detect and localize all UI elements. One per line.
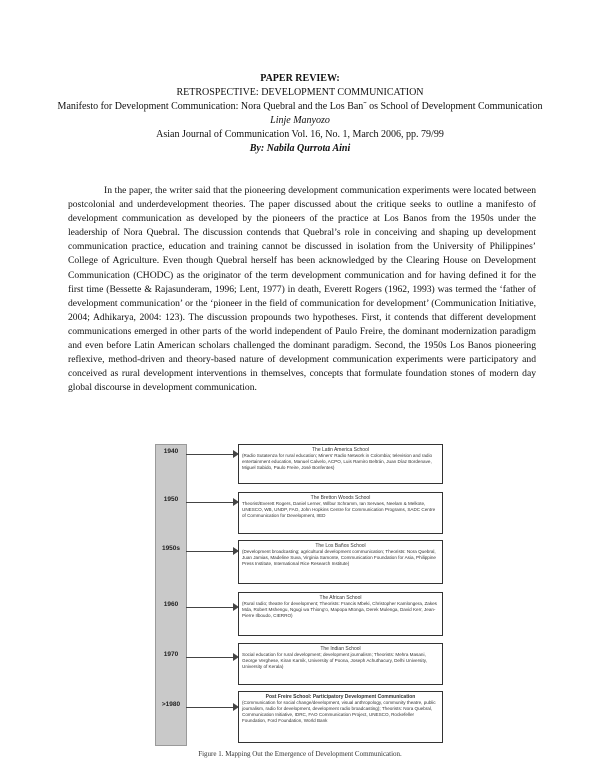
school-box-los-banos: [238, 540, 443, 584]
figure-timeline: [150, 440, 450, 760]
school-title: Post Freire School: Participatory Development Communication: [265, 694, 416, 700]
school-box-latin-america: [238, 444, 443, 484]
timeline-arrow: [186, 502, 234, 503]
school-description: (Communication for social change/development, visual anthropology, community theatre, public journalism, radio for development, development radio broadcasting); Theorists: Nora Quebral, Communication Initiative, IDRC, FAO Communication Project, UNESCO, Rockefeller Foundation, Ford Foundation, World Bank: [242, 700, 436, 723]
review-subtitle: RETROSPECTIVE: DEVELOPMENT COMMUNICATION: [176, 87, 424, 98]
school-description: (Development broadcasting; agricultural development communication; Theorists: Nora Quebral, Juan Jamias, Madeline Suva, Virginia Samonte, Communication Foundation for Asia, Philippine Press Institute, International Rice Research Institute): [242, 549, 436, 566]
timeline-year: 1970: [163, 651, 179, 658]
timeline-year: 1950: [163, 496, 179, 503]
school-description: (Rural radio; theatre for development; Theorists: Francis Mbeki, Christopher Kamlongera, Zakes Mda, Robert Mshengu, Ngugi wa Thiong’o, Mapopa Mtonga, Derek Mulenga, David Kerr, Jean-Pierre Ilboudo, CIERRO): [242, 601, 437, 618]
journal-citation: Asian Journal of Communication Vol. 16, No. 1, March 2006, pp. 79/99: [156, 129, 444, 140]
timeline-arrow: [186, 707, 234, 708]
timeline-arrow: [186, 551, 234, 552]
paper-author: Linje Manyozo: [270, 115, 330, 126]
timeline-year: 1960: [163, 601, 179, 608]
school-box-african: [238, 592, 443, 636]
school-description: Social education for rural development; development journalism; Theorists: Mehra Masani, George Verghese, Kiran Karnik, University of Poona, Joseph Achuthacury, Delhi University, University of Kerala): [242, 652, 427, 669]
school-box-indian: [238, 643, 443, 685]
school-description: (Radio Sutatenza for rural education; Miners’ Radio Network in Colombia; television and radio entertainment education, Manuel Calvelo, ACPO, Luis Ramiro Beltrán, Juan Díaz Bordenave, Miguel Sabido, Paulo Freire, José Bonfentes): [242, 453, 433, 470]
school-title: The Bretton Woods School: [310, 495, 371, 501]
school-box-bretton-woods: [238, 492, 443, 534]
timeline-year: >1980: [161, 701, 181, 708]
school-title: The Indian School: [320, 646, 361, 652]
school-title: The Latin America School: [312, 447, 369, 453]
timeline-year: 1950s: [161, 545, 181, 552]
figure-caption: Figure 1. Mapping Out the Emergence of Development Communication.: [198, 750, 402, 758]
body-paragraph: In the paper, the writer said that the pioneering development communication experiments were located between postcolonial and underdevelopment theories. The paper discussed about the critique seeks to outline a manifesto of development communication as developed by the pioneers of the practice at Los Banos from the 1950s under the leadership of Nora Quebral. The discussion contends that Quebral’s role in conceiving and shaping up development communication practice, education and training cannot be discussed in isolation from the University of Philippines’ College of Agriculture. Even though Quebral herself has been acknowledged by the Clearing House on Development Communication (CHODC) as the originator of the term development communication and for having defined it for the first time (Bessette & Rajasunderam, 1996; Lent, 1977) in death, Everett Rogers (1962, 1993) was termed the ‘father of development communication’ or the ‘pioneer in the field of communication for development’ (Communication Initiative, 2004; Adhikarya, 2004: 123). The discussion propounds two hypotheses. First, it contends that different development communications emerged in other parts of the world independent of Paulo Freire, the dominant modernization paradigm and even before Latin American scholars challenged the dominant paradigm. Second, the 1950s Los Banos pioneering reflexive, method-driven and theory-based nature of development communication experiments were participatory and conceived as rural development interventions in themselves, concepts that formulate foundation stones of modern day global discourse in development communication.: [68, 185, 536, 394]
school-description: Theorist/Everett Rogers, Daniel Lerner, Wilbur Schramm, Ian Servaes, Neelam & Melkote, UNESCO, WB, UNDP, FAO, John Hopkins Centre for Communication Programs, SADC Centre of Communication for Development, IIED: [242, 501, 436, 518]
timeline-arrow: [186, 454, 234, 455]
paper-title: Manifesto for Development Communication: Nora Quebral and the Los Ban˜ os School of Development Communication: [57, 101, 543, 112]
timeline-bar: [155, 444, 187, 746]
school-title: The African School: [319, 595, 362, 601]
school-title: The Los Baños School: [315, 543, 366, 549]
timeline-arrow: [186, 657, 234, 658]
review-title: PAPER REVIEW:: [260, 73, 340, 84]
timeline-arrow: [186, 607, 234, 608]
paper-header: [40, 72, 560, 156]
timeline-year: 1940: [163, 448, 179, 455]
school-box-post-freire: [238, 691, 443, 743]
reviewer-name: By: Nabila Qurrota Aini: [249, 143, 351, 154]
